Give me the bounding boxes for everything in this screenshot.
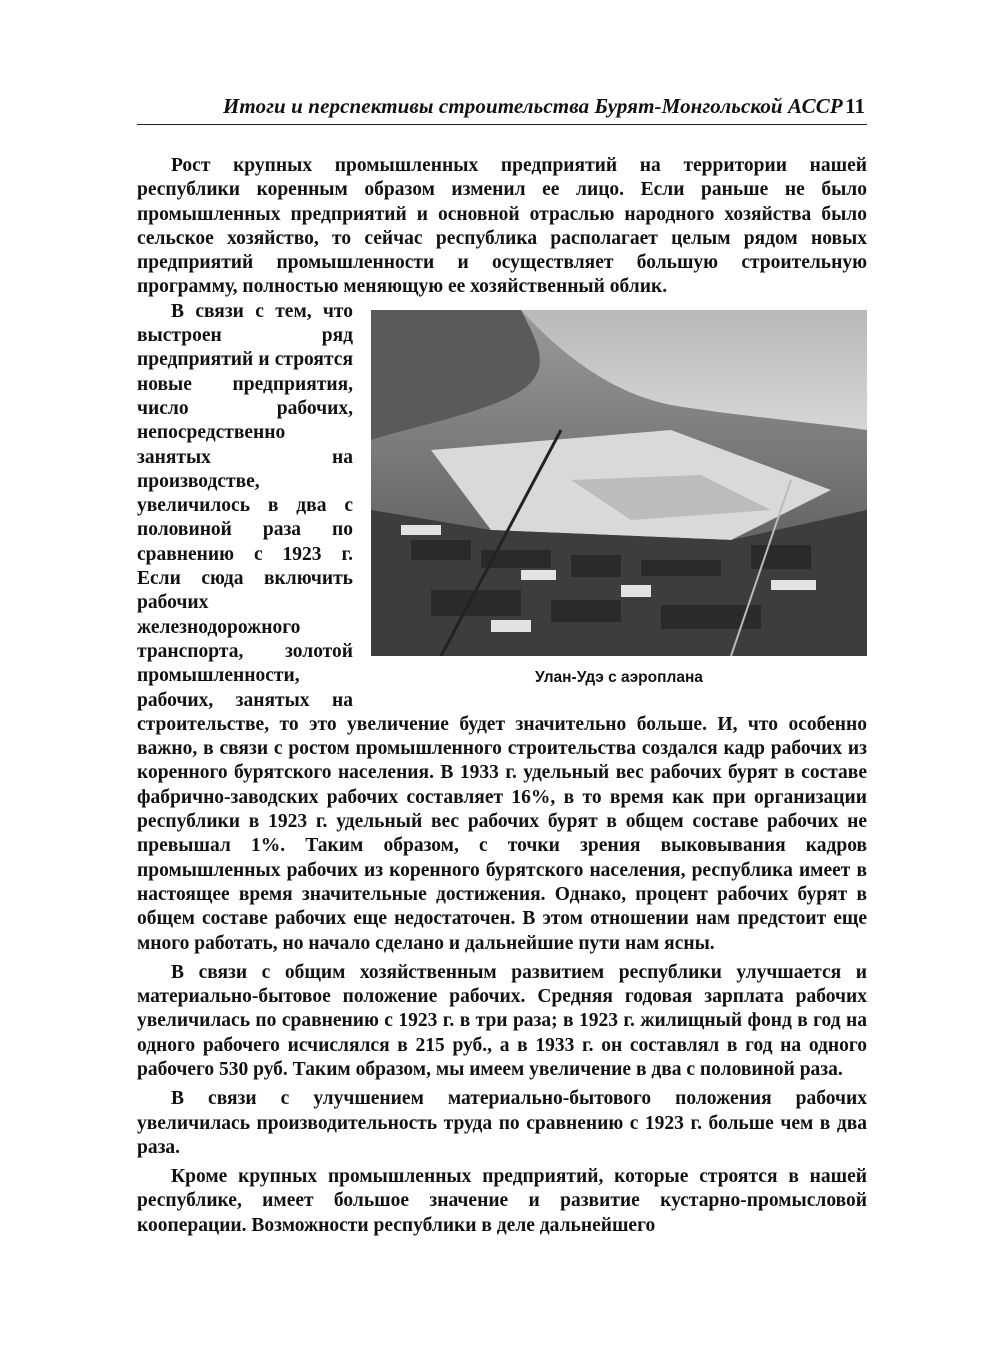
- paragraph-4: В связи с улучшением материально-бытового положения рабочих увеличилась производительность труда по сравнению с 1923 г. больше чем в два раза.: [137, 1088, 867, 1158]
- header-rule: [137, 124, 867, 125]
- page-header: [137, 94, 867, 124]
- paragraph-1: Рост крупных промышленных предприятий на территории нашей республики коренным образом изменил ее лицо. Если раньше не было промышленных предприятий и основной отраслью народного хозяйства было сельское хозяйство, то сейчас республика располагает целым рядом новых предприятий промышленности и осуществляет большую строительную программу, полностью меняющую ее хозяйственный облик.: [137, 155, 867, 298]
- figure-caption: Улан-Удэ с аэроплана: [535, 668, 703, 686]
- paragraph-5: Кроме крупных промышленных предприятий, которые строятся в нашей республике, имеет большое значение и развитие кустарно-промысловой кооперации. Возможности республики в деле дальнейшего: [137, 1166, 867, 1236]
- paragraph-3: В связи с общим хозяйственным развитием республики улучшается и материально-бытовое положение рабочих. Средняя годовая зарплата рабочих увеличилась по сравнению с 1923 г. в три раза; в 1923 г. жилищный фонд в год на одного рабочего исчислялся в 215 руб., а в 1933 г. он составлял в год на одного рабочего 530 руб. Таким образом, мы имеем увеличение в два с половиной раза.: [137, 961, 867, 1080]
- page-number: 11: [845, 94, 865, 118]
- paragraph-2: В связи с тем, что выстроен ряд предприятий и строятся новые предприятия, число рабочих, непосредственно занятых на производстве, увеличилось в два с половиной раза по сравнению с 1923 г. Если сюда включить рабочих железнодорожного транспорта, золотой промышленности, рабочих, занятых на строительстве, то это увеличение будет значительно больше. И, что особенно важно, в связи с ростом промышленного строительства создался кадр рабочих из коренного бурятского населения. В 1933 г. удельный вес рабочих бурят в составе фабрично-заводских рабочих составляет 16%, в то время как при организации республики в 1923 г. удельный вес рабочих бурят в общем составе рабочих не превышал 1%. Таким образом, с точки зрения выковывания кадров промышленных рабочих из коренного бурятского населения, республика имеет в настоящее время значительные достижения. Однако, процент рабочих бурят в общем составе рабочих еще недостаточен. В этом отношении нам предстоит еще много работать, но начало сделано и дальнейшие пути нам ясны.: [137, 300, 867, 954]
- figure: [371, 310, 867, 690]
- aerial-photo-image: [371, 310, 867, 656]
- aerial-photo: [371, 310, 867, 656]
- body-text: [137, 154, 867, 1238]
- running-title: Итоги и перспективы строительства Бурят-Монгольской АССР: [223, 94, 843, 118]
